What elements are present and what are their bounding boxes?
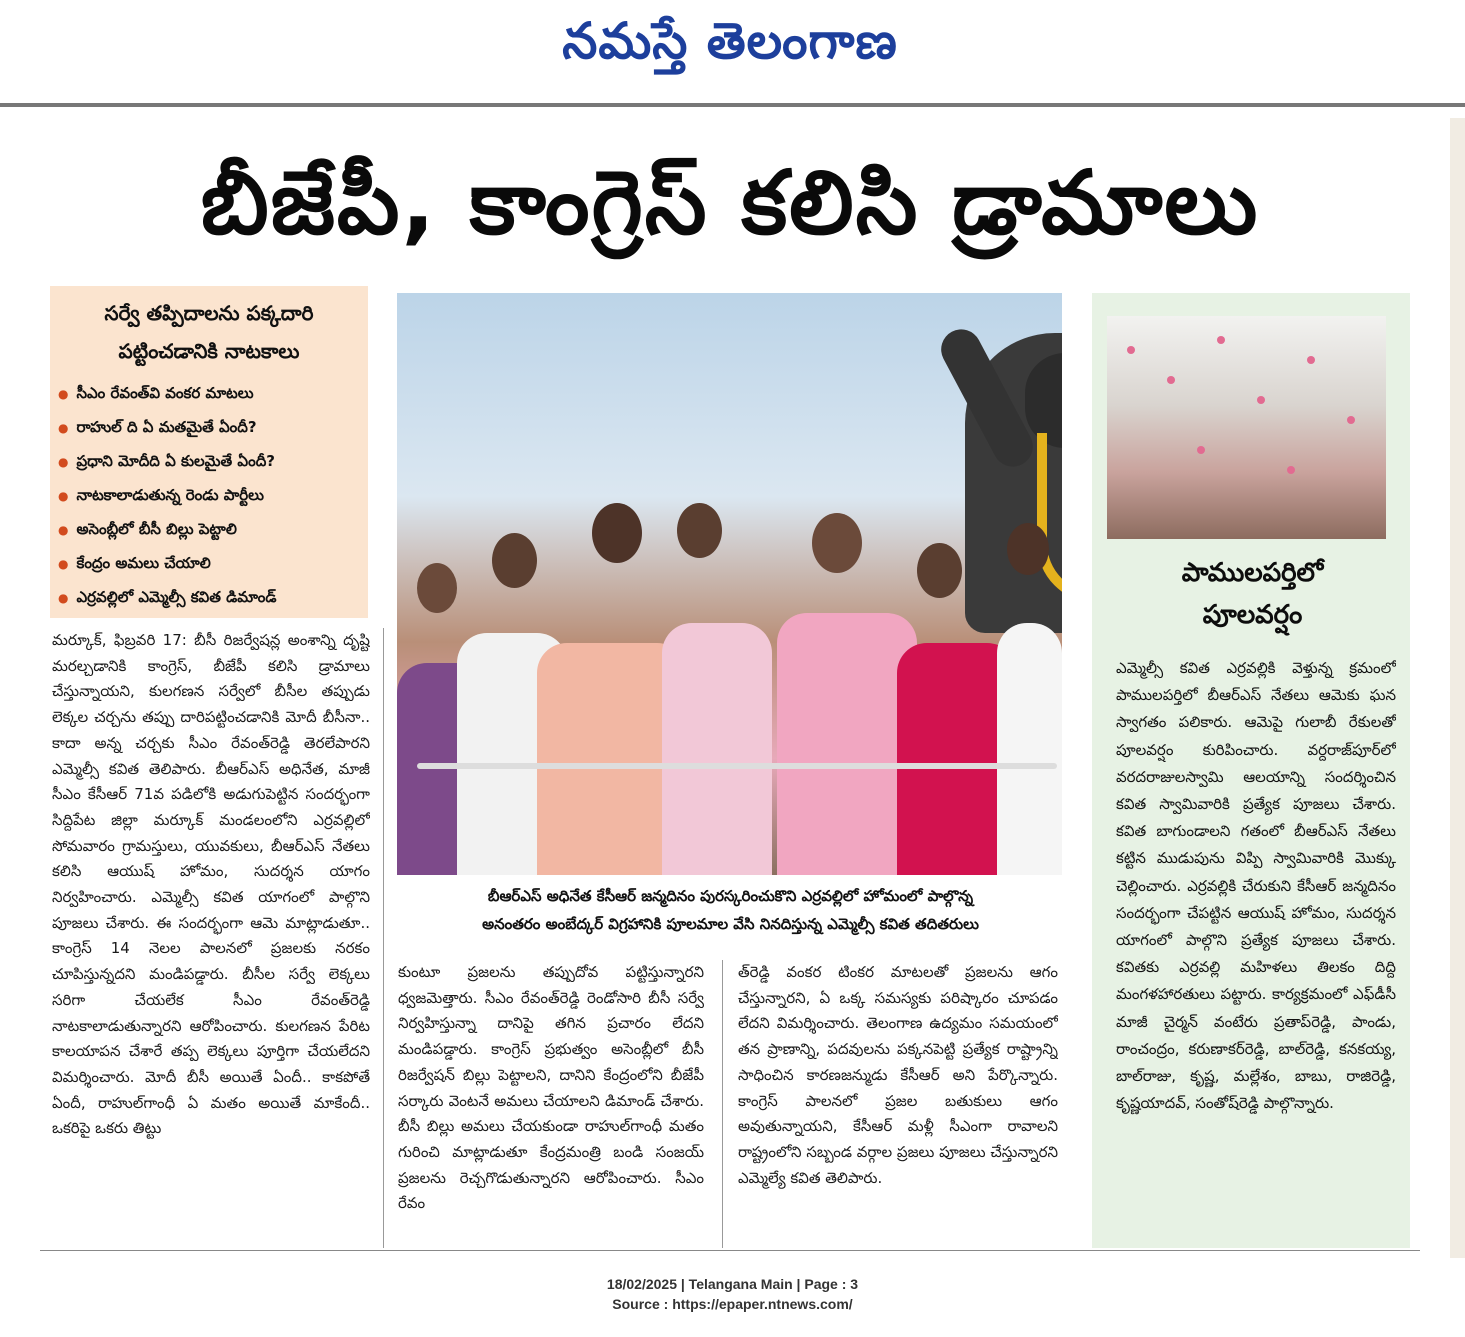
list-item: ● ఎర్రవల్లిలో ఎమ్మెల్సీ కవిత డిమాండ్ — [58, 588, 277, 606]
footer-date-line: 18/02/2025 | Telangana Main | Page : 3 — [606, 1276, 859, 1292]
person-head — [592, 503, 642, 563]
bullet-icon: ● — [58, 421, 69, 435]
bullet-icon: ● — [58, 591, 69, 605]
person-shape — [777, 613, 917, 875]
side-story-title-line2: పూలవర్షం — [1202, 600, 1303, 630]
main-headline: బీజేపీ, కాంగ్రెస్ కలిసి డ్రామాలు — [200, 151, 1260, 254]
newspaper-logo: నమస్తే తెలంగాణ — [562, 12, 898, 70]
highlights-title-line1: సర్వే తప్పిదాలను పక్కదారి — [104, 301, 314, 325]
column-divider — [722, 960, 723, 1248]
bullet-icon: ● — [58, 455, 69, 469]
photo-caption-line1: బీఆర్‌ఎస్ అధినేత కేసీఆర్ జన్మదినం పురస్కరించుకొని ఎర్రవల్లిలో హోమంలో పాల్గొన్న — [487, 887, 974, 905]
side-story-title-line1: పాములపర్తిలో — [1181, 558, 1324, 588]
person-shape — [662, 623, 772, 875]
bullet-icon: ● — [58, 489, 69, 503]
main-photo — [397, 293, 1062, 875]
person-head — [417, 563, 457, 613]
person-head — [1007, 523, 1049, 575]
article-column-1: మర్కూక్, ఫిబ్రవరి 17: బీసీ రిజర్వేషన్ల అంశాన్ని దృష్టి మరల్చడానికి కాంగ్రెస్, బీజేపీ కలిసి డ్రామాలు చేస్తున్నాయని, కులగణన సర్వేలో బీసీల తప్పుడు లెక్కల చర్చను తప్పు దారిపట్టించడానికి మోదీ బీసీనా.. కాదా అన్న చర్చకు సీఎం రేవంత్‌రెడ్డి తెరలేపారని ఎమ్మెల్సీ కవిత తెలిపారు. బీఆర్‌ఎస్ అధినేత, మాజీ సీఎం కేసీఆర్ 71వ పడిలోకి అడుగుపెట్టిన సందర్భంగా సిద్దిపేట జిల్లా మర్కూక్ మండలంలోని ఎర్రవల్లిలో సోమవారం గ్రామస్తులు, యువకులు, బీఆర్‌ఎస్ నేతలు కలిసి ఆయుష్ హోమం, సుదర్శన యాగం నిర్వహించారు. ఎమ్మెల్సీ కవిత యాగంలో పాల్గొని పూజలు చేశారు. ఈ సందర్భంగా ఆమె మాట్లాడుతూ.. కాంగ్రెస్ 14 నెలల పాలనలో ప్రజలకు నరకం చూపిస్తున్నదని మండిపడ్డారు. బీసీల సర్వే లెక్కలు సరిగా చేయలేక సీఎం రేవంత్‌రెడ్డి నాటకాలాడుతున్నారని ఆరోపించారు. కులగణన పేరిట కాలయాపన చేశారే తప్ప లెక్కలు పూర్తిగా చేయలేదని విమర్శించారు. మోదీ బీసీ అయితే ఏందీ.. కాకపోతే ఏందీ, రాహుల్‌గాంధీ ఏ మతం అయితే మాకేందీ.. ఒకరిపై ఒకరు తిట్టు — [52, 631, 370, 1138]
list-item: ● నాటకాలాడుతున్న రెండు పార్టీలు — [58, 486, 264, 504]
list-item: ● అసెంబ్లీలో బీసీ బిల్లు పెట్టాలి — [58, 520, 237, 538]
person-head — [492, 533, 537, 588]
masthead-rule — [0, 103, 1465, 107]
side-photo — [1107, 316, 1386, 539]
person-head — [917, 543, 962, 598]
petal — [1167, 376, 1175, 384]
person-head — [812, 513, 862, 573]
petal — [1217, 336, 1225, 344]
list-item: ● ప్రధాని మోదీది ఏ కులమైతే ఏందీ? — [58, 452, 275, 470]
adjacent-page-edge — [1450, 118, 1465, 1258]
page-footer — [0, 1274, 1465, 1314]
crowd-image — [397, 583, 1062, 875]
bullet-icon: ● — [58, 557, 69, 571]
list-item: ● రాహుల్ ది ఏ మతమైతే ఏందీ? — [58, 418, 257, 436]
masthead — [0, 0, 1465, 100]
column-divider — [383, 628, 384, 1248]
side-story-body: ఎమ్మెల్సీ కవిత ఎర్రవల్లికి వెళ్తున్న క్రమంలో పాములపర్తిలో బీఆర్‌ఎస్ నేతలు ఆమెకు ఘన స్వాగతం పలికారు. ఆమెపై గులాబీ రేకులతో పూలవర్షం కురిపించారు. వర్దరాజ్‌పూర్‌లో వరదరాజులస్వామి ఆలయాన్ని సందర్శించిన కవిత స్వామివారికి ప్రత్యేక పూజలు చేశారు. కవిత బాగుండాలని గతంలో బీఆర్‌ఎస్ నేతలు కట్టిన ముడుపును విప్పి స్వామివారికి మొక్కు చెల్లించారు. ఎర్రవల్లికి చేరుకుని కేసీఆర్ జన్మదినం సందర్భంగా చేపట్టిన ఆయుష్ హోమం, సుదర్శన యాగంలో పాల్గొని ప్రత్యేక పూజలు చేశారు. కవితకు ఎర్రవల్లి మహిళలు తిలకం దిద్ది మంగళహారతులు పట్టారు. కార్యక్రమంలో ఎఫ్‌డీసీ మాజీ చైర్మన్ వంటేరు ప్రతాప్‌రెడ్డి, పాండు, రాంచంద్రం, కరుణాకర్‌రెడ్డి, బాల్‌రెడ్డి, కనకయ్య, బాల్‌రాజు, కృష్ణ, మల్లేశం, బాబు, రాజిరెడ్డి, కృష్ణయాదవ్, సంతోష్‌రెడ్డి పాల్గొన్నారు. — [1116, 659, 1396, 1113]
petal — [1257, 396, 1265, 404]
railing — [417, 763, 1057, 769]
person-shape — [997, 623, 1062, 875]
photo-caption — [418, 882, 1043, 938]
highlights-title — [60, 294, 358, 370]
list-item: ● సీఎం రేవంత్‌వి వంకర మాటలు — [58, 384, 254, 402]
bottom-rule — [40, 1250, 1420, 1251]
petal — [1127, 346, 1135, 354]
bullet-icon: ● — [58, 523, 69, 537]
petal — [1287, 466, 1295, 474]
highlights-box — [50, 286, 368, 618]
list-item: ● కేంద్రం అమలు చేయాలి — [58, 554, 211, 572]
footer-source-line: Source : https://epaper.ntnews.com/ — [612, 1296, 853, 1312]
bullet-icon: ● — [58, 387, 69, 401]
side-story-title — [1100, 552, 1405, 636]
person-head — [677, 503, 722, 558]
article-column-3: త్‌రెడ్డి వంకర టింకర మాటలతో ప్రజలను ఆగం చేస్తున్నారని, ఏ ఒక్క సమస్యకు పరిష్కారం చూపడం లేదని విమర్శించారు. తెలంగాణ ఉద్యమం సమయంలో తన ప్రాణాన్ని, పదవులను పక్కనపెట్టి ప్రత్యేక రాష్ట్రాన్ని సాధించిన కారణజన్ముడు కేసీఆర్ అని పేర్కొన్నారు. కాంగ్రెస్ పాలనలో ప్రజల బతుకులు ఆగం అవుతున్నాయని, కేసీఆర్ మళ్లీ సీఎంగా రావాలని రాష్ట్రంలోని సబ్బండ వర్గాల ప్రజలు పూజలు చేస్తున్నారని ఎమ్మెల్యే కవిత తెలిపారు. — [738, 963, 1058, 1187]
petal — [1347, 416, 1355, 424]
photo-caption-line2: అనంతరం అంబేద్కర్ విగ్రహానికి పూలమాల వేసి నినదిస్తున్న ఎమ్మెల్సీ కవిత తదితరులు — [482, 915, 979, 933]
petal — [1307, 356, 1315, 364]
petal — [1197, 446, 1205, 454]
highlights-title-line2: పట్టించడానికి నాటకాలు — [118, 339, 300, 363]
highlights-list — [58, 376, 364, 614]
article-column-2: కుంటూ ప్రజలను తప్పుదోవ పట్టిస్తున్నారని ధ్వజమెత్తారు. సీఎం రేవంత్‌రెడ్డి రెండోసారి బీసీ సర్వే నిర్వహిస్తున్నా దానిపై తగిన ప్రచారం లేదని మండిపడ్డారు. కాంగ్రెస్ ప్రభుత్వం అసెంబ్లీలో బీసీ రిజర్వేషన్ బిల్లు పెట్టాలని, దానిని కేంద్రంలోని బీజేపీ సర్కారు వెంటనే అమలు చేయాలని డిమాండ్ చేశారు. బీసీ బిల్లు అమలు చేయకుండా రాహుల్‌గాంధీ మతం గురించి మాట్లాడుతూ కేంద్రమంత్రి బండి సంజయ్ ప్రజలను రెచ్చగొడుతున్నారని ఆరోపించారు. సీఎం రేవం — [398, 963, 704, 1213]
